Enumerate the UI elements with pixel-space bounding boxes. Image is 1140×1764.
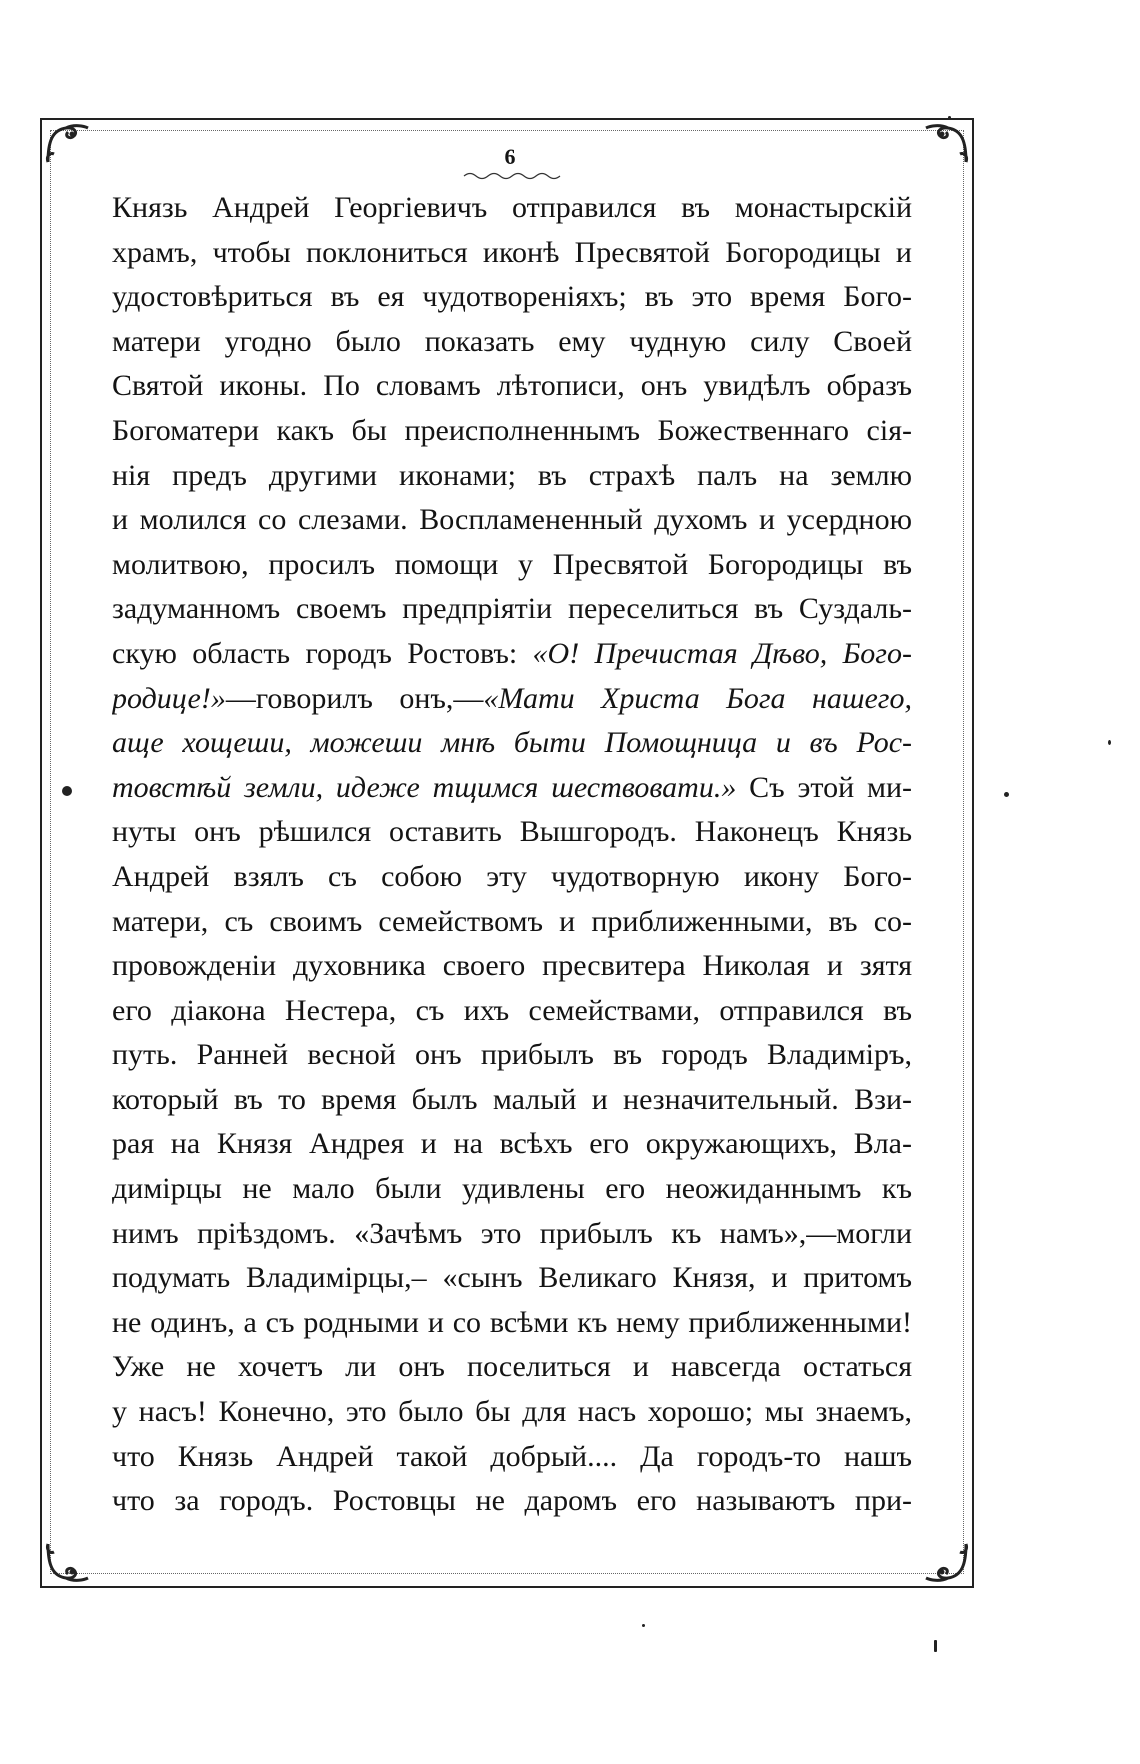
scan-speck <box>1108 740 1111 745</box>
scan-speck <box>1004 792 1009 797</box>
text-segment: Съ этой ми- <box>736 770 912 804</box>
corner-ornament-bottom-right <box>924 1538 970 1584</box>
text-line: и молился со слезами. Воспламененный духомъ и усердною <box>112 503 912 537</box>
text-line: Князь Андрей Георгіевичъ отправился въ монастырскій <box>112 191 912 224</box>
text-line: рая на Князя Андрея и на всѣхъ его окружающихъ, Вла- <box>112 1127 912 1161</box>
text-line: димірцы не мало были удивлены его неожиданнымъ къ <box>112 1172 912 1206</box>
corner-ornament-top-right <box>924 122 970 168</box>
corner-ornament-bottom-left <box>44 1538 90 1584</box>
text-line: путь. Ранней весной онъ прибылъ въ городъ Владиміръ, <box>112 1038 912 1072</box>
text-line: что Князь Андрей такой добрый.... Да городъ-то нашъ <box>112 1439 912 1473</box>
text-line: что за городъ. Ростовцы не даромъ его называютъ при- <box>112 1484 912 1518</box>
page-number: 6 <box>504 144 516 169</box>
text-line-mixed <box>112 632 912 677</box>
text-line: задуманномъ своемъ предпріятіи переселиться въ Суздаль- <box>112 592 912 626</box>
text-line: Святой иконы. По словамъ лѣтописи, онъ увидѣлъ образъ <box>112 369 912 403</box>
text-line: у насъ! Конечно, это было бы для насъ хорошо; мы знаемъ, <box>112 1395 912 1429</box>
text-line: не одинъ, а съ родными и со всѣми къ нему приближенными! <box>112 1305 912 1339</box>
scan-speck <box>934 1640 937 1652</box>
scan-speck <box>62 786 72 796</box>
italic-quote: аще хощеши, можеши мнѣ быти Помощница и въ Рос- <box>112 726 912 760</box>
text-line: молитвою, просилъ помощи у Пресвятой Богородицы въ <box>112 547 912 581</box>
body-text <box>112 186 912 1524</box>
italic-quote: родице!» <box>112 681 226 715</box>
page-number-ornament <box>462 170 562 180</box>
text-line: удостовѣриться въ ея чудотвореніяхъ; въ это время Бого- <box>112 280 912 314</box>
italic-quote: «Мати Христа Бога нашего, <box>483 681 912 715</box>
text-line-mixed <box>112 721 912 766</box>
text-line: матери угодно было показать ему чудную силу Своей <box>112 324 912 358</box>
scan-speck <box>642 1624 645 1627</box>
text-line-mixed <box>112 766 912 811</box>
text-line: его діакона Нестера, съ ихъ семействами, отправился въ <box>112 993 912 1027</box>
text-line: подумать Владимірцы,– «сынъ Великаго Князя, и притомъ <box>112 1261 912 1295</box>
text-segment: скую область городъ Ростовъ: <box>112 636 518 670</box>
scan-speck <box>948 116 951 119</box>
italic-quote: товстѣй земли, идеже тщимся шествовати.» <box>112 770 737 804</box>
text-line: нія предъ другими иконами; въ страхѣ палъ на землю <box>112 458 912 492</box>
text-line: Уже не хочетъ ли онъ поселиться и навсегда остаться <box>112 1350 912 1384</box>
text-line: Богоматери какъ бы преисполненнымъ Божественнаго сія- <box>112 413 912 447</box>
text-line: храмъ, чтобы поклониться иконѣ Пресвятой Богородицы и <box>112 235 912 269</box>
text-line: матери, съ своимъ семействомъ и приближенными, въ со- <box>112 904 912 938</box>
text-segment: —говорилъ онъ,— <box>225 681 484 715</box>
corner-ornament-top-left <box>44 122 90 168</box>
text-line: который въ то время былъ малый и незначительный. Взи- <box>112 1082 912 1116</box>
text-line: Андрей взялъ съ собою эту чудотворную икону Бого- <box>112 859 912 893</box>
text-line: нимъ пріѣздомъ. «Зачѣмъ это прибылъ къ намъ»,—могли <box>112 1216 912 1250</box>
text-line: нуты онъ рѣшился оставить Вышгородъ. Наконецъ Князь <box>112 815 912 849</box>
text-line: провожденіи духовника своего пресвитера Николая и зятя <box>112 949 912 983</box>
italic-quote: «О! Пречистая Дѣво, Бого- <box>532 636 912 670</box>
text-line-mixed <box>112 677 912 722</box>
